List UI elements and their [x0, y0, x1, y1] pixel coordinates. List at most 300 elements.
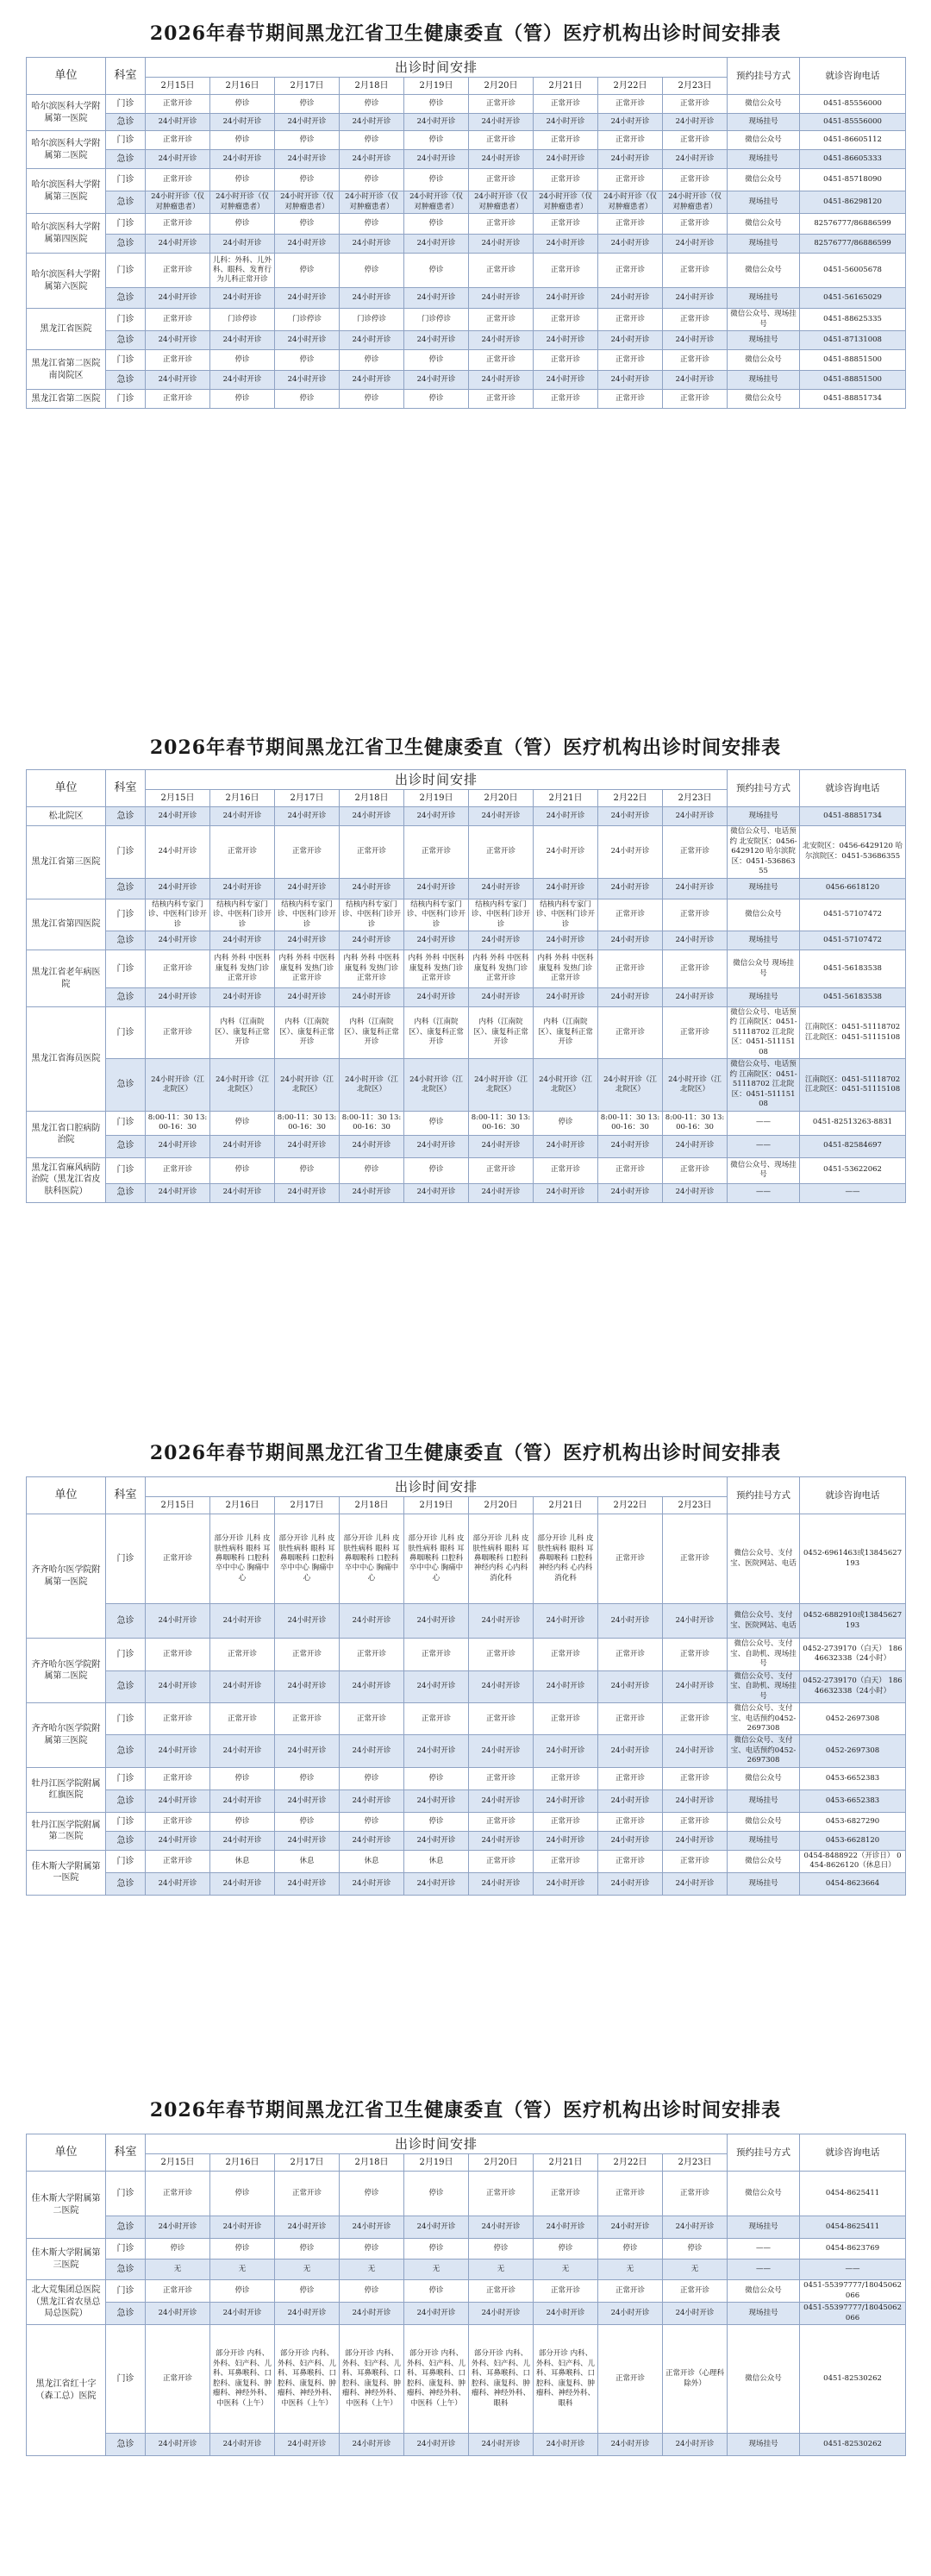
schedule-cell: 部分开诊 内科、外科、妇产科、儿科、耳鼻喉科、口腔科、康复科、肿瘤科、神经外科、中医科（上午） — [340, 2325, 404, 2434]
schedule-cell: 正常开诊 — [469, 390, 534, 409]
schedule-cell: 24小时开诊 — [469, 1135, 534, 1157]
emergency-row — [27, 1735, 906, 1767]
schedule-cell: 停诊 — [275, 131, 340, 150]
schedule-cell: 正常开诊 — [146, 390, 210, 409]
header-date: 2月23日 — [663, 2154, 728, 2172]
schedule-cell: 24小时开诊 — [469, 1670, 534, 1702]
department-label: 急诊 — [106, 371, 146, 390]
schedule-cell: 无 — [469, 2259, 534, 2280]
schedule-cell: 24小时开诊 — [534, 1670, 598, 1702]
schedule-cell: 停诊 — [404, 1812, 469, 1831]
header-date: 2月23日 — [663, 790, 728, 807]
booking-method: 微信公众号、现场挂号 — [728, 309, 800, 331]
hospital-name: 哈尔滨医科大学附属第三医院 — [27, 169, 106, 214]
schedule-cell: 24小时开诊 — [146, 2216, 210, 2239]
booking-method: 微信公众号 — [728, 2172, 800, 2216]
contact-phone: 0453-6652383 — [800, 1767, 906, 1789]
schedule-cell: 24小时开诊 — [404, 331, 469, 350]
schedule-cell: 结核内科专家门诊、中医科门诊开诊 — [210, 899, 275, 931]
contact-phone: 0451-57107472 — [800, 931, 906, 950]
outpatient-row — [27, 1850, 906, 1872]
schedule-cell: 24小时开诊（仅对肿瘤患者） — [598, 191, 663, 214]
booking-method: 现场挂号 — [728, 878, 800, 899]
department-label: 门诊 — [106, 390, 146, 409]
schedule-cell: 无 — [598, 2259, 663, 2280]
department-label: 门诊 — [106, 1767, 146, 1789]
header-date: 2月19日 — [404, 1497, 469, 1514]
schedule-cell: 无 — [534, 2259, 598, 2280]
schedule-cell: 24小时开诊 — [210, 2434, 275, 2456]
booking-method: 微信公众号 — [728, 254, 800, 288]
schedule-cell: 24小时开诊 — [275, 331, 340, 350]
schedule-cell: 停诊 — [275, 169, 340, 191]
schedule-cell: 24小时开诊 — [534, 878, 598, 899]
schedule-cell: 正常开诊 — [663, 169, 728, 191]
outpatient-row — [27, 826, 906, 878]
schedule-cell: 24小时开诊 — [534, 2216, 598, 2239]
schedule-cell: 24小时开诊 — [146, 331, 210, 350]
schedule-cell: 停诊 — [404, 254, 469, 288]
schedule-cell: 24小时开诊 — [146, 1735, 210, 1767]
schedule-cell: 正常开诊 — [534, 214, 598, 235]
contact-phone: —— — [800, 1183, 906, 1202]
header-date: 2月19日 — [404, 78, 469, 95]
schedule-cell: 24小时开诊 — [340, 1135, 404, 1157]
schedule-cell: 正常开诊 — [469, 169, 534, 191]
schedule-cell: 24小时开诊 — [663, 1831, 728, 1850]
schedule-cell: 部分开诊 内科、外科、妇产科、儿科、耳鼻喉科、口腔科、康复科、肿瘤科、神经外科、中医科（上午） — [210, 2325, 275, 2434]
header-date: 2月15日 — [146, 2154, 210, 2172]
schedule-cell: 正常开诊 — [534, 169, 598, 191]
schedule-cell: 24小时开诊 — [146, 1670, 210, 1702]
booking-method: —— — [728, 1183, 800, 1202]
emergency-row — [27, 807, 906, 826]
hospital-name: 哈尔滨医科大学附属第一医院 — [27, 95, 106, 131]
schedule-cell: 24小时开诊（江北院区） — [146, 1059, 210, 1111]
schedule-cell: 正常开诊 — [598, 1157, 663, 1183]
emergency-row — [27, 1059, 906, 1111]
schedule-cell: 停诊 — [275, 1812, 340, 1831]
schedule-cell: 24小时开诊 — [404, 1604, 469, 1639]
department-label: 急诊 — [106, 878, 146, 899]
schedule-cell: 无 — [340, 2259, 404, 2280]
hospital-name: 哈尔滨医科大学附属第四医院 — [27, 214, 106, 254]
contact-phone: 0451-85556000 — [800, 95, 906, 114]
department-label: 急诊 — [106, 807, 146, 826]
schedule-cell: 正常开诊 — [663, 1514, 728, 1604]
outpatient-row — [27, 950, 906, 988]
booking-method: 现场挂号 — [728, 371, 800, 390]
outpatient-row — [27, 131, 906, 150]
schedule-cell: 24小时开诊 — [404, 114, 469, 131]
schedule-cell: 24小时开诊 — [275, 1831, 340, 1850]
header-date: 2月18日 — [340, 790, 404, 807]
header-date: 2月21日 — [534, 78, 598, 95]
department-label: 门诊 — [106, 2325, 146, 2434]
schedule-cell: 正常开诊（心理科除外） — [663, 2325, 728, 2434]
schedule-cell: 部分开诊 儿科 皮肤性病科 眼科 耳鼻咽喉科 口腔科 卒中中心 胸痛中心 — [275, 1514, 340, 1604]
schedule-cell: 24小时开诊（仅对肿瘤患者） — [146, 191, 210, 214]
schedule-cell: 正常开诊 — [534, 131, 598, 150]
header-date: 2月18日 — [340, 1497, 404, 1514]
contact-phone: 0451-85718090 — [800, 169, 906, 191]
booking-method: —— — [728, 1135, 800, 1157]
schedule-cell: 正常开诊 — [663, 131, 728, 150]
contact-phone: 0451-82584697 — [800, 1135, 906, 1157]
department-label: 门诊 — [106, 254, 146, 288]
schedule-cell: 无 — [210, 2259, 275, 2280]
schedule-cell: 正常开诊 — [340, 826, 404, 878]
schedule-cell: 正常开诊 — [598, 390, 663, 409]
schedule-cell: 24小时开诊 — [404, 371, 469, 390]
contact-phone: 0454-8623664 — [800, 1872, 906, 1895]
contact-phone: 0454-8623769 — [800, 2239, 906, 2259]
booking-method: 微信公众号 — [728, 1812, 800, 1831]
header-date: 2月20日 — [469, 78, 534, 95]
schedule-cell: 停诊 — [404, 1157, 469, 1183]
schedule-cell: 24小时开诊 — [275, 1735, 340, 1767]
schedule-cell: 儿科：外科、儿外科、眼科、发育行为儿科正常开诊 — [210, 254, 275, 288]
schedule-cell: 内科 外科 中医科 康复科 发热门诊正常开诊 — [404, 950, 469, 988]
schedule-cell: 正常开诊 — [146, 214, 210, 235]
schedule-cell: 24小时开诊 — [340, 2303, 404, 2325]
header-date: 2月21日 — [534, 1497, 598, 1514]
contact-phone: 0454-8625411 — [800, 2172, 906, 2216]
schedule-cell: 正常开诊 — [534, 1850, 598, 1872]
department-label: 急诊 — [106, 114, 146, 131]
schedule-cell: 停诊 — [210, 2239, 275, 2259]
schedule-cell: 门诊停诊 — [210, 309, 275, 331]
schedule-cell: 停诊 — [404, 214, 469, 235]
contact-phone: 0451-85556000 — [800, 114, 906, 131]
schedule-cell: 8:00-11：30 13:00-16：30 — [598, 1111, 663, 1135]
schedule-cell: 24小时开诊 — [210, 331, 275, 350]
schedule-cell: 正常开诊 — [210, 826, 275, 878]
schedule-cell: 24小时开诊 — [598, 235, 663, 254]
schedule-cell: 停诊 — [210, 1767, 275, 1789]
schedule-cell: 正常开诊 — [146, 1639, 210, 1670]
schedule-cell: 内科 外科 中医科 康复科 发热门诊正常开诊 — [469, 950, 534, 988]
schedule-table — [26, 2134, 906, 2456]
header-date: 2月20日 — [469, 2154, 534, 2172]
department-label: 门诊 — [106, 1157, 146, 1183]
department-label: 急诊 — [106, 1135, 146, 1157]
schedule-cell: 结核内科专家门诊、中医科门诊开诊 — [340, 899, 404, 931]
schedule-cell: 24小时开诊 — [598, 371, 663, 390]
header-schedule: 出诊时间安排 — [146, 2134, 728, 2154]
hospital-name: 齐齐哈尔医学院附属第二医院 — [27, 1639, 106, 1703]
booking-method: 微信公众号 — [728, 1850, 800, 1872]
contact-phone: 0451-56005678 — [800, 254, 906, 288]
hospital-name: 黑龙江省口腔病防治院 — [27, 1111, 106, 1157]
outpatient-row — [27, 1514, 906, 1604]
schedule-cell: 正常开诊 — [534, 254, 598, 288]
hospital-name: 牡丹江医学院附属第二医院 — [27, 1812, 106, 1850]
hospital-name: 黑龙江省第二医院南岗院区 — [27, 350, 106, 390]
schedule-cell: 24小时开诊 — [469, 150, 534, 169]
emergency-row — [27, 1831, 906, 1850]
department-label: 急诊 — [106, 150, 146, 169]
outpatient-row — [27, 899, 906, 931]
booking-method: 现场挂号 — [728, 2303, 800, 2325]
schedule-cell: 部分开诊 儿科 皮肤性病科 眼科 耳鼻咽喉科 口腔科 神经内科 心内科 消化科 — [469, 1514, 534, 1604]
schedule-cell: 正常开诊 — [663, 350, 728, 371]
schedule-cell: 24小时开诊 — [534, 931, 598, 950]
schedule-cell: 正常开诊 — [663, 1767, 728, 1789]
contact-phone: 江南院区：0451-51118702 江北院区：0451-51115108 — [800, 1059, 906, 1111]
schedule-cell: 正常开诊 — [146, 350, 210, 371]
header-unit: 单位 — [27, 1477, 106, 1514]
header-date: 2月20日 — [469, 790, 534, 807]
department-label: 门诊 — [106, 899, 146, 931]
schedule-cell: 24小时开诊 — [663, 2434, 728, 2456]
department-label: 急诊 — [106, 1735, 146, 1767]
schedule-cell: 部分开诊 内科、外科、妇产科、儿科、耳鼻喉科、口腔科、康复科、肿瘤科、神经外科、中医科（上午） — [275, 2325, 340, 2434]
schedule-cell: 停诊 — [404, 95, 469, 114]
schedule-cell: 24小时开诊 — [598, 1604, 663, 1639]
schedule-cell: 正常开诊 — [598, 95, 663, 114]
schedule-cell: 正常开诊 — [663, 1812, 728, 1831]
schedule-cell: 24小时开诊 — [534, 1872, 598, 1895]
schedule-cell: 内科（江南院区）、康复科正常开诊 — [210, 1007, 275, 1059]
contact-phone: 0453-6827290 — [800, 1812, 906, 1831]
hospital-name: 哈尔滨医科大学附属第二医院 — [27, 131, 106, 169]
header-date: 2月16日 — [210, 790, 275, 807]
schedule-cell: 无 — [146, 2259, 210, 2280]
booking-method: 微信公众号、现场挂号 — [728, 1157, 800, 1183]
schedule-cell: 24小时开诊 — [534, 1135, 598, 1157]
schedule-cell: 24小时开诊 — [210, 988, 275, 1007]
schedule-cell: 24小时开诊 — [598, 331, 663, 350]
booking-method: 现场挂号 — [728, 1872, 800, 1895]
header-unit: 单位 — [27, 2134, 106, 2172]
hospital-name: 黑龙江省麻风病防治院（黑龙江省皮肤科医院） — [27, 1157, 106, 1202]
contact-phone: 82576777/86886599 — [800, 214, 906, 235]
schedule-cell: 正常开诊 — [404, 1703, 469, 1735]
outpatient-row — [27, 2172, 906, 2216]
department-label: 急诊 — [106, 1059, 146, 1111]
schedule-cell: 停诊 — [340, 2239, 404, 2259]
schedule-cell: 门诊停诊 — [340, 309, 404, 331]
schedule-cell: 正常开诊 — [598, 1007, 663, 1059]
schedule-cell: 正常开诊 — [146, 2325, 210, 2434]
emergency-row — [27, 1670, 906, 1702]
department-label: 门诊 — [106, 1850, 146, 1872]
booking-method: 现场挂号 — [728, 1831, 800, 1850]
schedule-cell: 正常开诊 — [469, 254, 534, 288]
emergency-row — [27, 331, 906, 350]
schedule-cell: 24小时开诊 — [534, 1789, 598, 1812]
schedule-cell: 8:00-11：30 13:00-16：30 — [469, 1111, 534, 1135]
schedule-cell: 正常开诊 — [210, 1703, 275, 1735]
contact-phone: 0452-6961463或13845627193 — [800, 1514, 906, 1604]
contact-phone: 0451-82530262 — [800, 2325, 906, 2434]
schedule-cell: 24小时开诊 — [534, 807, 598, 826]
schedule-cell: 24小时开诊 — [275, 1604, 340, 1639]
schedule-cell: 24小时开诊（江北院区） — [469, 1059, 534, 1111]
schedule-cell: 24小时开诊 — [663, 371, 728, 390]
schedule-cell: 正常开诊 — [598, 254, 663, 288]
schedule-cell: 24小时开诊 — [275, 878, 340, 899]
department-label: 门诊 — [106, 350, 146, 371]
contact-phone: 0451-56165029 — [800, 288, 906, 309]
booking-method: 现场挂号 — [728, 931, 800, 950]
contact-phone: 0451-82530262 — [800, 2434, 906, 2456]
schedule-cell: 24小时开诊 — [340, 114, 404, 131]
contact-phone: 0451-57107472 — [800, 899, 906, 931]
header-phone: 就诊咨询电话 — [800, 2134, 906, 2172]
header-schedule: 出诊时间安排 — [146, 770, 728, 790]
hospital-name: 黑龙江省第三医院 — [27, 826, 106, 899]
department-label: 急诊 — [106, 288, 146, 309]
department-label: 急诊 — [106, 2259, 146, 2280]
department-label: 急诊 — [106, 191, 146, 214]
schedule-cell: 结核内科专家门诊、中医科门诊开诊 — [534, 899, 598, 931]
department-label: 急诊 — [106, 2303, 146, 2325]
schedule-cell: 正常开诊 — [598, 214, 663, 235]
schedule-cell: 24小时开诊（江北院区） — [598, 1059, 663, 1111]
schedule-cell: 正常开诊 — [598, 1850, 663, 1872]
schedule-cell: 24小时开诊（仅对肿瘤患者） — [275, 191, 340, 214]
schedule-cell: 正常开诊 — [663, 899, 728, 931]
schedule-cell: 正常开诊 — [146, 950, 210, 988]
schedule-cell: 24小时开诊 — [663, 1183, 728, 1202]
department-label: 急诊 — [106, 2434, 146, 2456]
schedule-cell: 24小时开诊 — [534, 1831, 598, 1850]
schedule-cell: 停诊 — [275, 1157, 340, 1183]
schedule-cell: 无 — [663, 2259, 728, 2280]
schedule-cell: 停诊 — [340, 2280, 404, 2303]
schedule-cell: 停诊 — [210, 1812, 275, 1831]
booking-method: 微信公众号 — [728, 1767, 800, 1789]
contact-phone: 0451-55397777/18045062066 — [800, 2303, 906, 2325]
contact-phone: 0454-8488922（开诊日） 0454-8626120（休息日） — [800, 1850, 906, 1872]
contact-phone: 0451-87131008 — [800, 331, 906, 350]
schedule-cell: 24小时开诊 — [598, 1789, 663, 1812]
schedule-cell: 24小时开诊 — [210, 150, 275, 169]
hospital-name: 黑龙江省红十字（森工总）医院 — [27, 2325, 106, 2456]
schedule-cell: 24小时开诊 — [663, 114, 728, 131]
department-label: 门诊 — [106, 1703, 146, 1735]
schedule-cell: 24小时开诊 — [663, 931, 728, 950]
schedule-cell: 24小时开诊 — [146, 371, 210, 390]
schedule-cell: 部分开诊 儿科 皮肤性病科 眼科 耳鼻咽喉科 口腔科 卒中中心 胸痛中心 — [340, 1514, 404, 1604]
schedule-cell: 24小时开诊 — [663, 1670, 728, 1702]
schedule-cell: 门诊停诊 — [404, 309, 469, 331]
department-label: 门诊 — [106, 2239, 146, 2259]
schedule-cell: 24小时开诊（江北院区） — [210, 1059, 275, 1111]
schedule-cell: 24小时开诊 — [534, 1735, 598, 1767]
schedule-cell: 24小时开诊 — [210, 2303, 275, 2325]
department-label: 门诊 — [106, 950, 146, 988]
schedule-cell: 停诊 — [210, 95, 275, 114]
header-date: 2月21日 — [534, 2154, 598, 2172]
booking-method: 微信公众号、支付宝、自助机、现场挂号 — [728, 1639, 800, 1670]
schedule-cell: 24小时开诊 — [598, 878, 663, 899]
department-label: 门诊 — [106, 1007, 146, 1059]
schedule-cell: 24小时开诊 — [598, 1735, 663, 1767]
schedule-cell: 24小时开诊 — [469, 1831, 534, 1850]
department-label: 门诊 — [106, 1812, 146, 1831]
booking-method: 微信公众号、电话预约 江南院区：0451-51118702 江北院区：0451-51115108 — [728, 1059, 800, 1111]
schedule-cell: 24小时开诊 — [340, 1670, 404, 1702]
schedule-cell: 24小时开诊 — [340, 931, 404, 950]
department-label: 急诊 — [106, 1831, 146, 1850]
schedule-cell: 停诊 — [404, 169, 469, 191]
schedule-cell: 正常开诊 — [534, 1157, 598, 1183]
schedule-cell: 24小时开诊 — [340, 2216, 404, 2239]
schedule-cell: 正常开诊 — [275, 1639, 340, 1670]
schedule-cell: 内科 外科 中医科 康复科 发热门诊正常开诊 — [534, 950, 598, 988]
outpatient-row — [27, 2280, 906, 2303]
schedule-cell: 正常开诊 — [210, 1639, 275, 1670]
schedule-cell: 24小时开诊 — [663, 331, 728, 350]
schedule-cell: 正常开诊 — [598, 1767, 663, 1789]
schedule-cell: 正常开诊 — [146, 95, 210, 114]
booking-method: 微信公众号 — [728, 131, 800, 150]
schedule-cell: 停诊 — [210, 131, 275, 150]
schedule-cell: 停诊 — [340, 131, 404, 150]
schedule-cell: 24小时开诊 — [210, 235, 275, 254]
schedule-cell: 停诊 — [340, 95, 404, 114]
outpatient-row — [27, 390, 906, 409]
schedule-cell: 正常开诊 — [663, 2280, 728, 2303]
schedule-cell: 24小时开诊 — [404, 807, 469, 826]
booking-method: 微信公众号 — [728, 214, 800, 235]
header-unit: 单位 — [27, 58, 106, 95]
hospital-name: 黑龙江省海员医院 — [27, 1007, 106, 1112]
schedule-cell: 正常开诊 — [598, 2325, 663, 2434]
schedule-cell: 24小时开诊 — [146, 988, 210, 1007]
booking-method: 现场挂号 — [728, 191, 800, 214]
schedule-cell: 24小时开诊 — [340, 1872, 404, 1895]
booking-method: 现场挂号 — [728, 1789, 800, 1812]
schedule-cell: 24小时开诊 — [146, 1872, 210, 1895]
booking-method: 微信公众号、支付宝、自助机、现场挂号 — [728, 1670, 800, 1702]
schedule-cell: 正常开诊 — [146, 169, 210, 191]
department-label: 门诊 — [106, 214, 146, 235]
header-date: 2月17日 — [275, 2154, 340, 2172]
emergency-row — [27, 235, 906, 254]
schedule-cell: 正常开诊 — [146, 254, 210, 288]
page-title: 2026年春节期间黑龙江省卫生健康委直（管）医疗机构出诊时间安排表 — [149, 736, 782, 759]
schedule-cell: 24小时开诊 — [469, 1183, 534, 1202]
schedule-cell: 24小时开诊 — [598, 1872, 663, 1895]
outpatient-row — [27, 95, 906, 114]
schedule-cell: 停诊 — [210, 390, 275, 409]
schedule-cell: 停诊 — [404, 2239, 469, 2259]
schedule-cell: 正常开诊 — [534, 1703, 598, 1735]
header-unit: 单位 — [27, 770, 106, 807]
booking-method: 现场挂号 — [728, 114, 800, 131]
header-booking: 预约挂号方式 — [728, 2134, 800, 2172]
schedule-cell: 内科（江南院区）、康复科正常开诊 — [275, 1007, 340, 1059]
schedule-cell: 停诊 — [663, 2239, 728, 2259]
schedule-cell: 24小时开诊 — [598, 1135, 663, 1157]
schedule-cell: 24小时开诊 — [469, 114, 534, 131]
contact-phone: 0452-2697308 — [800, 1735, 906, 1767]
schedule-cell: 停诊 — [275, 214, 340, 235]
schedule-cell: 正常开诊 — [469, 1157, 534, 1183]
department-label: 门诊 — [106, 1111, 146, 1135]
hospital-name: 北大荒集团总医院（黑龙江省农垦总局总医院） — [27, 2280, 106, 2325]
schedule-cell: 24小时开诊 — [340, 1735, 404, 1767]
schedule-cell: 正常开诊 — [663, 214, 728, 235]
department-label: 门诊 — [106, 2172, 146, 2216]
schedule-cell: 正常开诊 — [469, 1850, 534, 1872]
department-label: 门诊 — [106, 95, 146, 114]
schedule-cell: 24小时开诊 — [404, 1135, 469, 1157]
